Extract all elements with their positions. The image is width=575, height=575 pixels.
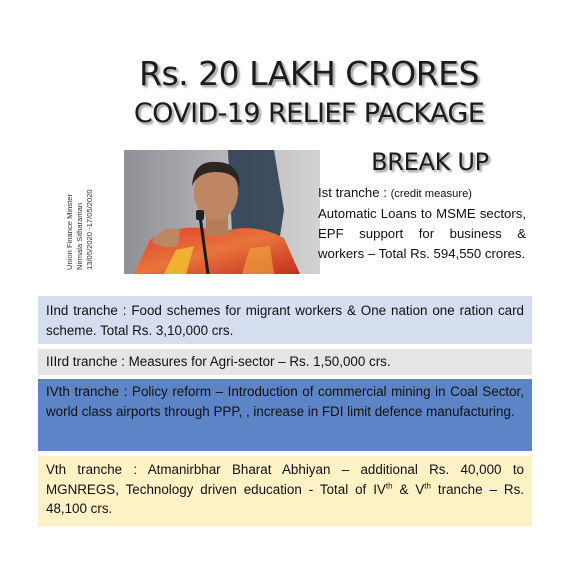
photo-credit [50,148,110,270]
credit-line-dates: 13/05/2020 -17/05/2020 [85,189,94,270]
credit-line-name: Nirmala Sitharaman [75,202,84,270]
minister-portrait-image [124,150,320,274]
tranche-2-text: IInd tranche : Food schemes for migrant workers & One nation one ration card scheme. Total Rs. 3,10,000 crs. [46,303,524,338]
tranche-5-tail: tranche – Rs. 48,100 crs. [46,481,524,516]
tranche-4-band [38,379,532,451]
tranche-1-text [318,183,526,264]
tranche-5-band [38,456,532,526]
breakup-heading: BREAK UP [371,148,489,176]
tranche-3-text: IIIrd tranche : Measures for Agri-sector – Rs. 1,50,000 crs. [46,354,391,369]
tranche-5-sup-iv: th [385,481,393,491]
tranche-1-body: Automatic Loans to MSME sectors, EPF support for business & workers – Total Rs. 594,550 crores. [318,206,526,261]
tranche-5-text: Vth tranche : Atmanirbhar Bharat Abhiyan – additional Rs. 40,000 to MGNREGS, Technology driven education - Total of IV [46,462,524,497]
tranche-1-note: (credit measure) [390,188,473,200]
tranche-1-label: Ist tranche : [318,185,391,200]
tranche-3-band [38,349,532,375]
tranche-5-sup-v: th [424,481,431,491]
credit-line-title: Union Finance Minster [65,194,74,270]
page-title: Rs. 20 LAKH CRORES [139,54,479,93]
tranche-5-amp: & V [392,481,425,497]
tranche-2-band [38,296,532,344]
tranche-4-text: IVth tranche : Policy reform – Introduction of commercial mining in Coal Sector, world class airports through PPP, , increase in FDI limit defence manufacturing. [46,384,524,419]
page-subtitle: COVID-19 RELIEF PACKAGE [133,98,485,129]
